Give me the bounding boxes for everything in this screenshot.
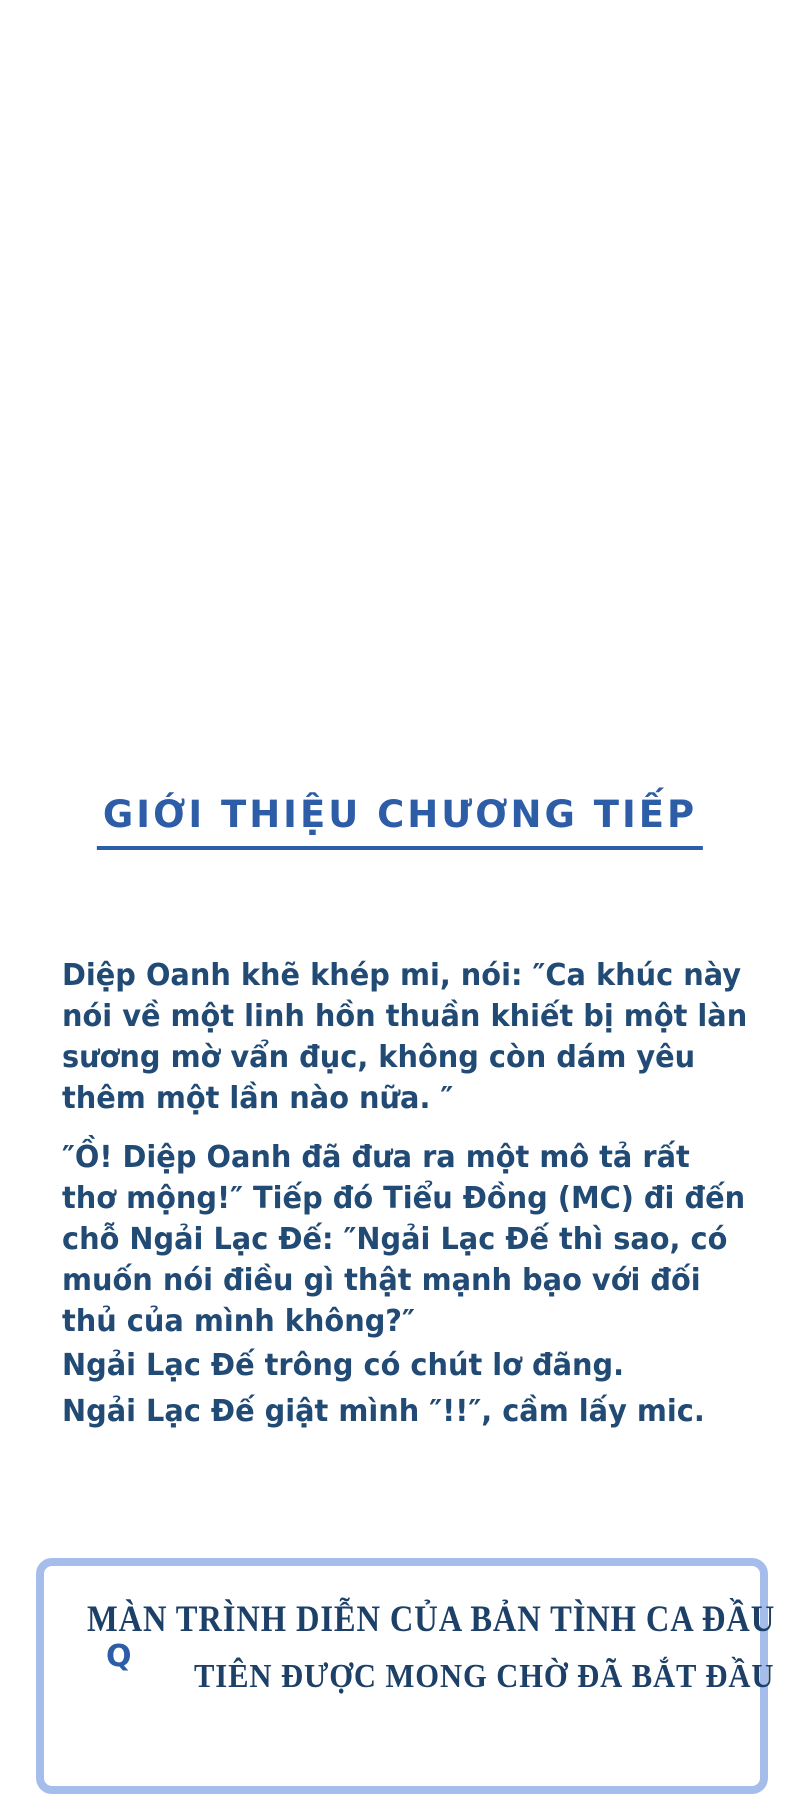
- preview-text-block: [62, 955, 776, 1432]
- banner-clipped-line: TIÊN ĐƯỢC MONG CHỜ ĐÃ BẮT ĐẦU: [194, 1658, 775, 1695]
- paragraph-diep-oanh-quote: [62, 955, 776, 1119]
- next-chapter-banner-box: [36, 1558, 776, 1794]
- text-line: Ngải Lạc Đế trông có chút lơ đãng.: [62, 1348, 625, 1383]
- text-line: Ngải Lạc Đế giật mình ″!!″, cầm lấy mic.: [62, 1394, 705, 1429]
- text-line: nói về một linh hồn thuần khiết bị một làn: [62, 999, 748, 1034]
- banner-clipped-glyph: Q: [106, 1639, 132, 1674]
- text-line: thêm một lần nào nữa. ″: [62, 1081, 454, 1116]
- text-line: muốn nói điều gì thật mạnh bạo với đối: [62, 1263, 701, 1298]
- text-line: chỗ Ngải Lạc Đế: ″Ngải Lạc Đế thì sao, có: [62, 1222, 728, 1257]
- banner-title: MÀN TRÌNH DIỄN CỦA BẢN TÌNH CA ĐẦU: [86, 1599, 776, 1640]
- next-chapter-heading: GIỚI THIỆU CHƯƠNG TIẾP: [97, 793, 703, 850]
- text-line: thủ của mình không?″: [62, 1304, 415, 1339]
- paragraph-ngai-lac-de-distracted: [62, 1345, 776, 1386]
- text-line: sương mờ vẩn đục, không còn dám yêu: [62, 1040, 696, 1075]
- text-line: thơ mộng!″ Tiếp đó Tiểu Đồng (MC) đi đến: [62, 1181, 746, 1216]
- paragraph-ngai-lac-de-startled: [62, 1391, 776, 1432]
- paragraph-mc-question: [62, 1137, 776, 1342]
- text-line: Diệp Oanh khẽ khép mi, nói: ″Ca khúc này: [62, 958, 742, 993]
- text-line: ″Ồ! Diệp Oanh đã đưa ra một mô tả rất: [62, 1140, 690, 1175]
